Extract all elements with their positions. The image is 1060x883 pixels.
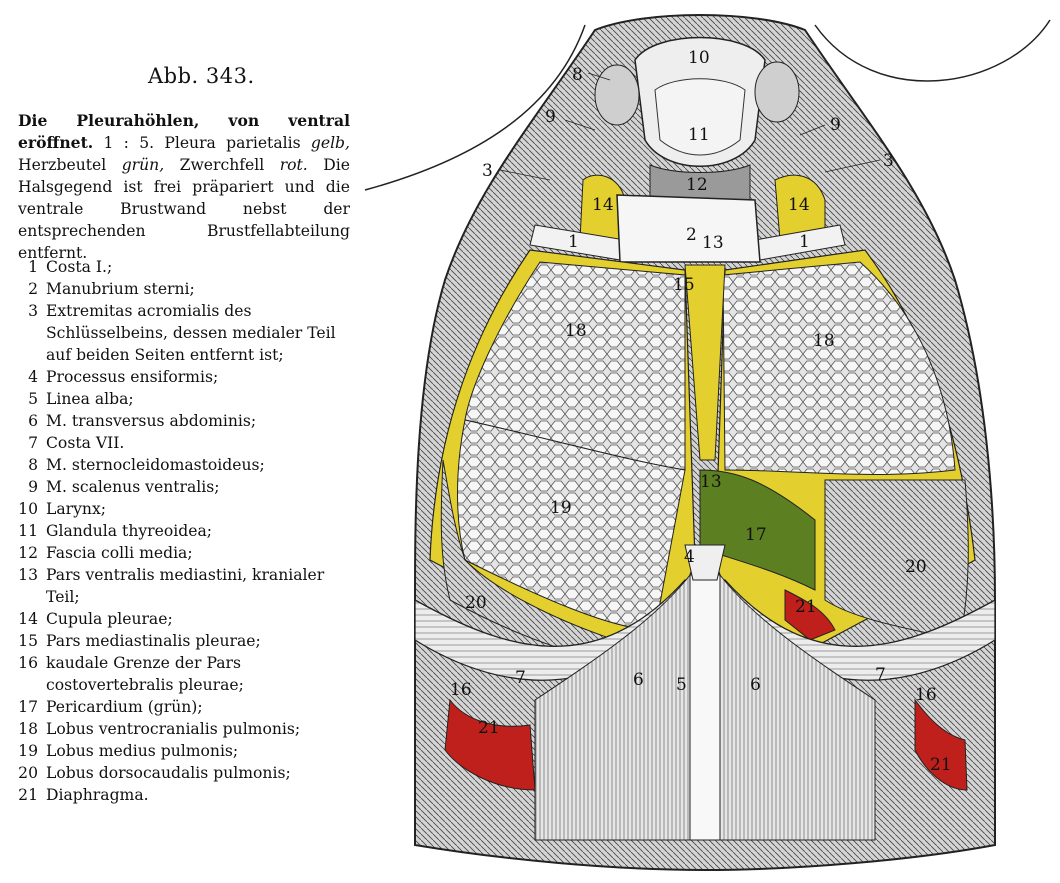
legend-number: 14 <box>18 610 38 628</box>
label-21-left: 21 <box>478 718 500 738</box>
legend-item <box>18 718 350 740</box>
label-20-right: 20 <box>905 557 927 577</box>
legend-item <box>18 366 350 388</box>
label-1-right: 1 <box>799 232 810 252</box>
legend-text: Pars ventralis mediastini, kranialer Teil; <box>46 566 325 606</box>
label-10: 10 <box>688 48 710 68</box>
label-9-right: 9 <box>830 115 841 135</box>
legend-number: 11 <box>18 522 38 540</box>
legend-text: Glandula thyreoidea; <box>46 522 212 540</box>
legend-number: 20 <box>18 764 38 782</box>
anatomical-figure <box>355 0 1060 879</box>
label-20-left: 20 <box>465 593 487 613</box>
caption-color-red: rot. <box>279 156 308 174</box>
legend-item <box>18 740 350 762</box>
legend-item <box>18 784 350 806</box>
label-5: 5 <box>676 675 687 695</box>
caption-pleura: Pleura parietalis <box>164 134 301 152</box>
caption-color-yellow: gelb, <box>310 134 350 152</box>
legend-number: 8 <box>28 456 38 474</box>
legend-number: 6 <box>28 412 38 430</box>
legend-item <box>18 476 350 498</box>
thorax-illustration <box>355 0 1060 879</box>
legend-text: Larynx; <box>46 500 107 518</box>
legend-text: Diaphragma. <box>46 786 149 804</box>
legend-item <box>18 652 350 696</box>
legend-number: 21 <box>18 786 38 804</box>
label-8: 8 <box>572 65 583 85</box>
legend-number: 10 <box>18 500 38 518</box>
caption-title: Die Pleurahöhlen, von ventral eröffnet. <box>18 111 350 152</box>
linea-alba <box>690 575 720 840</box>
legend-text: M. sternocleidomastoideus; <box>46 456 265 474</box>
legend-text: Lobus dorsocaudalis pulmonis; <box>46 764 291 782</box>
legend-number: 18 <box>18 720 38 738</box>
label-6-right: 6 <box>750 675 761 695</box>
neck-contour-right <box>815 20 1050 81</box>
legend-text: Fascia colli media; <box>46 544 193 562</box>
legend-item <box>18 630 350 652</box>
label-2: 2 <box>686 225 697 245</box>
legend-number: 15 <box>18 632 38 650</box>
label-15: 15 <box>673 275 695 295</box>
legend-list <box>18 256 350 806</box>
label-21-right-upper: 21 <box>795 597 817 617</box>
legend-text: Extremitas acromialis des Schlüsselbeins, dessen medialer Teil auf beiden Seiten entfernt ist; <box>46 302 336 364</box>
legend-item <box>18 762 350 784</box>
legend-number: 3 <box>28 302 38 320</box>
label-13-upper: 13 <box>702 233 724 253</box>
label-14-left: 14 <box>592 195 614 215</box>
legend-item <box>18 278 350 300</box>
caption-scale: 1 : 5. <box>103 134 155 152</box>
label-14-right: 14 <box>788 195 810 215</box>
legend-number: 12 <box>18 544 38 562</box>
legend-text: kaudale Grenze der Pars costovertebralis pleurae; <box>46 654 244 694</box>
figure-title: Abb. 343. <box>148 64 255 88</box>
legend-text: Lobus medius pulmonis; <box>46 742 239 760</box>
legend-text: M. transversus abdominis; <box>46 412 257 430</box>
label-12: 12 <box>686 175 708 195</box>
legend-text: Costa I.; <box>46 258 113 276</box>
legend-text: Linea alba; <box>46 390 134 408</box>
sternocleidomastoid-left <box>595 65 639 125</box>
label-18-right: 18 <box>813 331 835 351</box>
sternocleidomastoid-right <box>755 62 799 122</box>
label-21-right: 21 <box>930 755 952 775</box>
legend-item <box>18 498 350 520</box>
label-18-left: 18 <box>565 321 587 341</box>
legend-text: Manubrium sterni; <box>46 280 195 298</box>
legend-item <box>18 454 350 476</box>
legend-number: 19 <box>18 742 38 760</box>
legend-text: M. scalenus ventralis; <box>46 478 220 496</box>
legend-number: 5 <box>28 390 38 408</box>
caption-color-green: grün, <box>121 156 165 174</box>
caption-pericardium: Herzbeutel <box>18 156 107 174</box>
label-7-left: 7 <box>515 668 526 688</box>
legend-text: Costa VII. <box>46 434 125 452</box>
label-6-left: 6 <box>633 670 644 690</box>
legend-text: Cupula pleurae; <box>46 610 173 628</box>
legend-number: 1 <box>28 258 38 276</box>
label-1-left: 1 <box>568 232 579 252</box>
legend-item <box>18 564 350 608</box>
legend-number: 7 <box>28 434 38 452</box>
caption-diaphragm: Zwerchfell <box>179 156 265 174</box>
legend-number: 4 <box>28 368 38 386</box>
legend-item <box>18 388 350 410</box>
legend-item <box>18 300 350 366</box>
caption-description: Die Halsgegend ist frei präpariert und die ventrale Brustwand nebst der entsprechenden Brustfellabteilung entfernt. <box>18 156 350 262</box>
legend-item <box>18 432 350 454</box>
legend-item <box>18 542 350 564</box>
label-3-left: 3 <box>482 161 493 181</box>
legend-item <box>18 410 350 432</box>
legend-text: Pars mediastinalis pleurae; <box>46 632 261 650</box>
legend-text: Pericardium (grün); <box>46 698 203 716</box>
legend-text: Processus ensiformis; <box>46 368 219 386</box>
label-11: 11 <box>688 125 710 145</box>
legend-number: 13 <box>18 566 38 584</box>
figure-caption <box>18 110 350 264</box>
label-17: 17 <box>745 525 767 545</box>
label-4: 4 <box>684 547 695 567</box>
label-16-right: 16 <box>915 685 937 705</box>
legend-number: 16 <box>18 654 38 672</box>
legend-item <box>18 256 350 278</box>
legend-number: 2 <box>28 280 38 298</box>
legend-item <box>18 520 350 542</box>
label-19: 19 <box>550 498 572 518</box>
label-13-lower: 13 <box>700 472 722 492</box>
label-3-right: 3 <box>883 151 894 171</box>
legend-item <box>18 696 350 718</box>
label-16-left: 16 <box>450 680 472 700</box>
legend-number: 9 <box>28 478 38 496</box>
legend-number: 17 <box>18 698 38 716</box>
legend-item <box>18 608 350 630</box>
label-9-left: 9 <box>545 107 556 127</box>
legend-text: Lobus ventrocranialis pulmonis; <box>46 720 301 738</box>
label-7-right: 7 <box>875 665 886 685</box>
